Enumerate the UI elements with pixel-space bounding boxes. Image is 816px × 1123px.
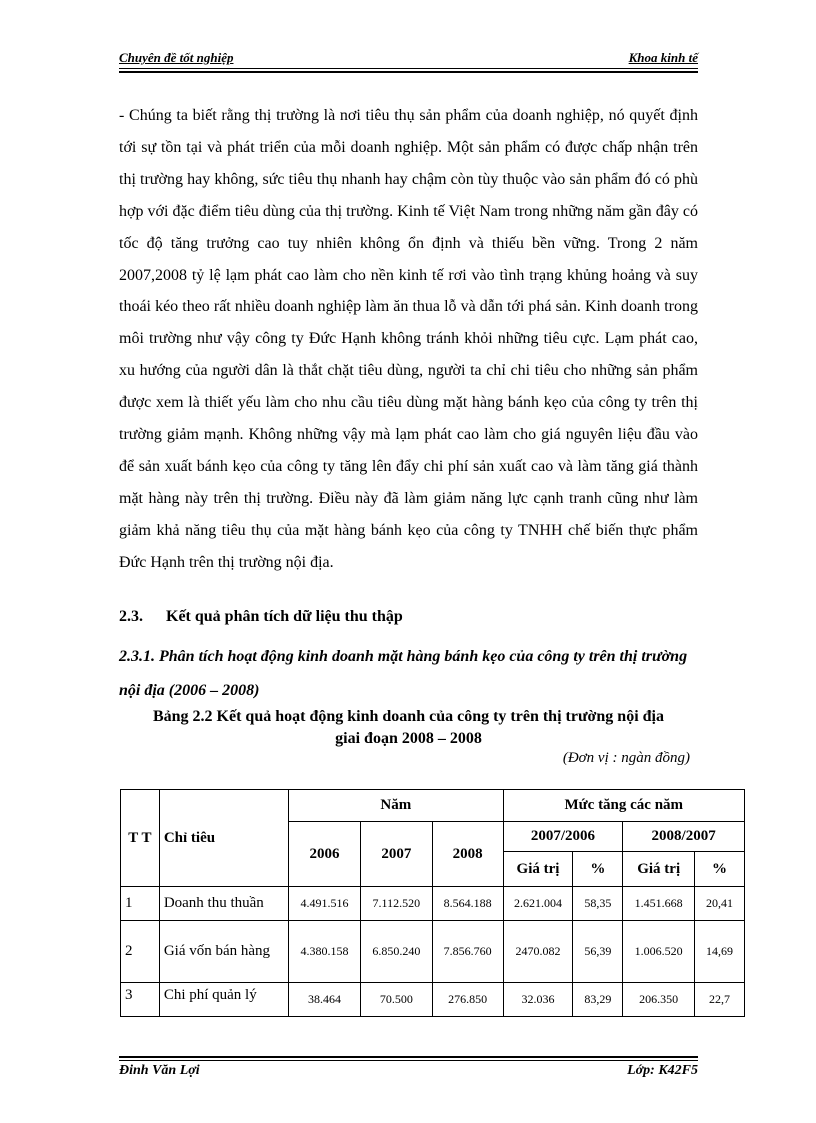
section-title: Kết quả phân tích dữ liệu thu thập: [166, 608, 403, 625]
row-2008: 7.856.760: [432, 921, 503, 983]
row-2006: 38.464: [289, 983, 361, 1017]
row-2007: 70.500: [360, 983, 432, 1017]
table-row: [121, 887, 745, 921]
row-2007: 6.850.240: [360, 921, 432, 983]
row-gt1: 2.621.004: [503, 887, 573, 921]
footer-rule-thick: [119, 1056, 698, 1058]
row-2007: 7.112.520: [360, 887, 432, 921]
footer-right: Lớp: K42F5: [627, 1063, 698, 1077]
row-gt1: 32.036: [503, 983, 573, 1017]
header-right: Khoa kinh tế: [628, 50, 698, 65]
row-2006: 4.491.516: [289, 887, 361, 921]
row-gt2: 1.006.520: [623, 921, 695, 983]
table-row: [121, 983, 745, 1017]
row-gt1: 2470.082: [503, 921, 573, 983]
header-chitieu: Chỉ tiêu: [159, 790, 288, 887]
row-pc2: 22,7: [695, 983, 745, 1017]
body-paragraph: - Chúng ta biết rằng thị trường là nơi tiêu thụ sản phẩm của doanh nghiệp, nó quyết định tới sự tồn tại và phát triển của mỗi doanh nghiệp. Một sản phẩm có được chấp nhận trên thị trường hay không, sức tiêu thụ nhanh hay chậm còn tùy thuộc vào sản phẩm đó có phù hợp với đặc điểm tiêu dùng của thị trường. Kinh tế Việt Nam trong những năm gần đây có tốc độ tăng trưởng cao tuy nhiên không ổn định và thiếu bền vững. Trong 2 năm 2007,2008 tỷ lệ lạm phát cao làm cho nền kinh tế rơi vào tình trạng khủng hoảng và suy thoái kéo theo rất nhiều doanh nghiệp làm ăn thua lỗ và dẫn tới phá sản. Kinh doanh trong môi trường như vậy công ty Đức Hạnh không tránh khỏi những tiêu cực. Lạm phát cao, xu hướng của người dân là thắt chặt tiêu dùng, người ta chỉ chi tiêu cho những sản phẩm được xem là thiết yếu làm cho nhu cầu tiêu dùng mặt hàng bánh kẹo của công ty trên thị trường giảm mạnh. Không những vậy mà lạm phát cao làm cho giá nguyên liệu đầu vào để sản xuất bánh kẹo của công ty tăng lên đẩy chi phí sản xuất cao và làm tăng giá thành mặt hàng này trên thị trường. Điều này đã làm giảm năng lực cạnh tranh cũng như làm giảm khả năng tiêu thụ của mặt hàng bánh kẹo của công ty TNHH chế biến thực phẩm Đức Hạnh trên thị trường nội địa.: [119, 107, 698, 571]
header-gia-tri-2: Giá trị: [623, 852, 695, 887]
row-2006: 4.380.158: [289, 921, 361, 983]
header-2006: 2006: [289, 822, 361, 887]
table-unit: (Đơn vị : ngàn đồng): [562, 750, 690, 766]
footer-rule: [119, 1060, 698, 1061]
row-tt: 2: [121, 921, 160, 983]
row-tt: 1: [121, 887, 160, 921]
row-name: Giá vốn bán hàng: [159, 921, 288, 983]
table-row: [121, 921, 745, 983]
row-2008: 276.850: [432, 983, 503, 1017]
caption-line-2: giai đoạn 2008 – 2008: [335, 730, 482, 747]
row-2008: 8.564.188: [432, 887, 503, 921]
header-tt: T T: [121, 790, 160, 887]
header-rule: [119, 68, 698, 69]
subsection-heading: 2.3.1. Phân tích hoạt động kinh doanh mặt hàng bánh kẹo của công ty trên thị trường nội địa (2006 – 2008): [119, 648, 688, 699]
row-gt2: 1.451.668: [623, 887, 695, 921]
row-gt2: 206.350: [623, 983, 695, 1017]
row-pc2: 20,41: [695, 887, 745, 921]
row-pc2: 14,69: [695, 921, 745, 983]
row-name: Doanh thu thuần: [159, 887, 288, 921]
header-rule-thick: [119, 71, 698, 73]
row-pc1: 58,35: [573, 887, 623, 921]
row-name: Chi phí quản lý: [159, 983, 288, 1017]
header-left: Chuyên đề tốt nghiệp: [119, 50, 234, 65]
header-nam: Năm: [289, 790, 503, 822]
header-muc-tang: Mức tăng các năm: [503, 790, 744, 822]
page-footer: [119, 1063, 698, 1077]
header-period-1: 2007/2006: [503, 822, 623, 852]
header-period-2: 2008/2007: [623, 822, 745, 852]
caption-line-1: Bảng 2.2 Kết quả hoạt động kinh doanh của công ty trên thị trường nội địa: [152, 708, 664, 725]
header-gia-tri-1: Giá trị: [503, 852, 573, 887]
row-pc1: 83,29: [573, 983, 623, 1017]
page-header: [119, 50, 698, 68]
header-pct-2: %: [695, 852, 745, 887]
header-2008: 2008: [432, 822, 503, 887]
results-table: [120, 789, 745, 1017]
section-number: 2.3.: [119, 608, 143, 625]
header-2007: 2007: [360, 822, 432, 887]
footer-left: Đinh Văn Lợi: [119, 1063, 200, 1077]
header-pct-1: %: [573, 852, 623, 887]
section-heading: [119, 608, 403, 626]
row-pc1: 56,39: [573, 921, 623, 983]
table-caption: [119, 706, 698, 750]
row-tt: 3: [121, 983, 160, 1017]
